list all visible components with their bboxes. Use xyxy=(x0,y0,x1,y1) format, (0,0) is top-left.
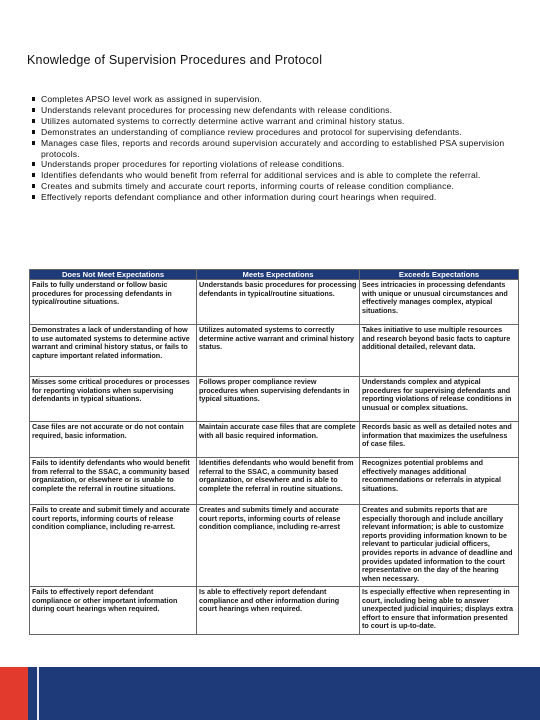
table-header-row xyxy=(30,270,519,280)
table-cell: Is able to effectively report defendant compliance and other information during court hearings when required. xyxy=(197,587,360,635)
bullet-item: Manages case files, reports and records around supervision accurately and according to established PSA supervision protocols. xyxy=(32,138,522,160)
table-cell: Understands complex and atypical procedures for supervising defendants and reporting violations of release conditions in unusual or complex situations. xyxy=(360,377,519,422)
table-row xyxy=(30,325,519,377)
table-cell: Sees intricacies in processing defendants with unique or unusual circumstances and effectively manages complex, atypical situations. xyxy=(360,280,519,325)
table-cell: Utilizes automated systems to correctly determine active warrant and criminal history status. xyxy=(197,325,360,377)
footer-band xyxy=(0,667,540,720)
table-cell: Recognizes potential problems and effectively manages additional recommendations or referrals in atypical situations. xyxy=(360,458,519,505)
bullet-item: Understands relevant procedures for processing new defendants with release conditions. xyxy=(32,105,522,116)
table-cell: Fails to fully understand or follow basic procedures for processing defendants in typical/routine situations. xyxy=(30,280,197,325)
footer-divider xyxy=(37,667,39,720)
table-row xyxy=(30,458,519,505)
expectations-table xyxy=(29,269,519,635)
competency-bullet-list xyxy=(32,94,522,203)
table-cell: Creates and submits reports that are especially thorough and include ancillary relevant information; is able to customize reports providing information known to be relevant to particular judicial officers, provides reports in advance of deadline and provides updated information to the court representative on the day of the hearing when necessary. xyxy=(360,505,519,587)
page-title: Knowledge of Supervision Procedures and Protocol xyxy=(27,53,323,67)
table-cell: Creates and submits timely and accurate court reports, informing courts of release condition compliance, including re-arrest xyxy=(197,505,360,587)
table-cell: Maintain accurate case files that are complete with all basic required information. xyxy=(197,422,360,458)
bullet-item: Demonstrates an understanding of compliance review procedures and protocol for supervising defendants. xyxy=(32,127,522,138)
table-cell: Is especially effective when representing in court, including being able to answer unexpected judicial inquiries; displays extra effort to ensure that information presented to court is up-to-date. xyxy=(360,587,519,635)
table-cell: Fails to identify defendants who would benefit from referral to the SSAC, a community based organization, or elsewhere or is unable to complete the referral in routine situations. xyxy=(30,458,197,505)
bullet-item: Understands proper procedures for reporting violations of release conditions. xyxy=(32,159,522,170)
table-cell: Demonstrates a lack of understanding of how to use automated systems to determine active warrant and criminal history status, or fails to capture important related information. xyxy=(30,325,197,377)
table-row xyxy=(30,422,519,458)
table-cell: Takes initiative to use multiple resources and research beyond basic facts to capture additional detailed, relevant data. xyxy=(360,325,519,377)
table-row xyxy=(30,280,519,325)
table-cell: Misses some critical procedures or processes for reporting violations when supervising defendants in typical situations. xyxy=(30,377,197,422)
table-row xyxy=(30,377,519,422)
table-cell: Records basic as well as detailed notes and information that maximizes the usefulness of case files. xyxy=(360,422,519,458)
bullet-item: Effectively reports defendant compliance and other information during court hearings when required. xyxy=(32,192,522,203)
footer-accent-block xyxy=(0,667,28,720)
table-cell: Fails to effectively report defendant compliance or other important information during court hearings when required. xyxy=(30,587,197,635)
column-header-exceeds: Exceeds Expectations xyxy=(360,270,519,280)
bullet-item: Completes APSO level work as assigned in supervision. xyxy=(32,94,522,105)
table-cell: Case files are not accurate or do not contain required, basic information. xyxy=(30,422,197,458)
column-header-does-not-meet: Does Not Meet Expectations xyxy=(30,270,197,280)
table-cell: Fails to create and submit timely and accurate court reports, informing courts of release condition compliance, including re-arrest. xyxy=(30,505,197,587)
bullet-item: Utilizes automated systems to correctly determine active warrant and criminal history status. xyxy=(32,116,522,127)
column-header-meets: Meets Expectations xyxy=(197,270,360,280)
table-cell: Identifies defendants who would benefit from referral to the SSAC, a community based organization, or elsewhere and is able to complete the referral in routine situations. xyxy=(197,458,360,505)
table-cell: Follows proper compliance review procedures when supervising defendants in typical situations. xyxy=(197,377,360,422)
bullet-item: Identifies defendants who would benefit from referral for additional services and is able to complete the referral. xyxy=(32,170,522,181)
table-cell: Understands basic procedures for processing defendants in typical/routine situations. xyxy=(197,280,360,325)
bullet-item: Creates and submits timely and accurate court reports, informing courts of release condition compliance. xyxy=(32,181,522,192)
table-row xyxy=(30,505,519,587)
table-row xyxy=(30,587,519,635)
